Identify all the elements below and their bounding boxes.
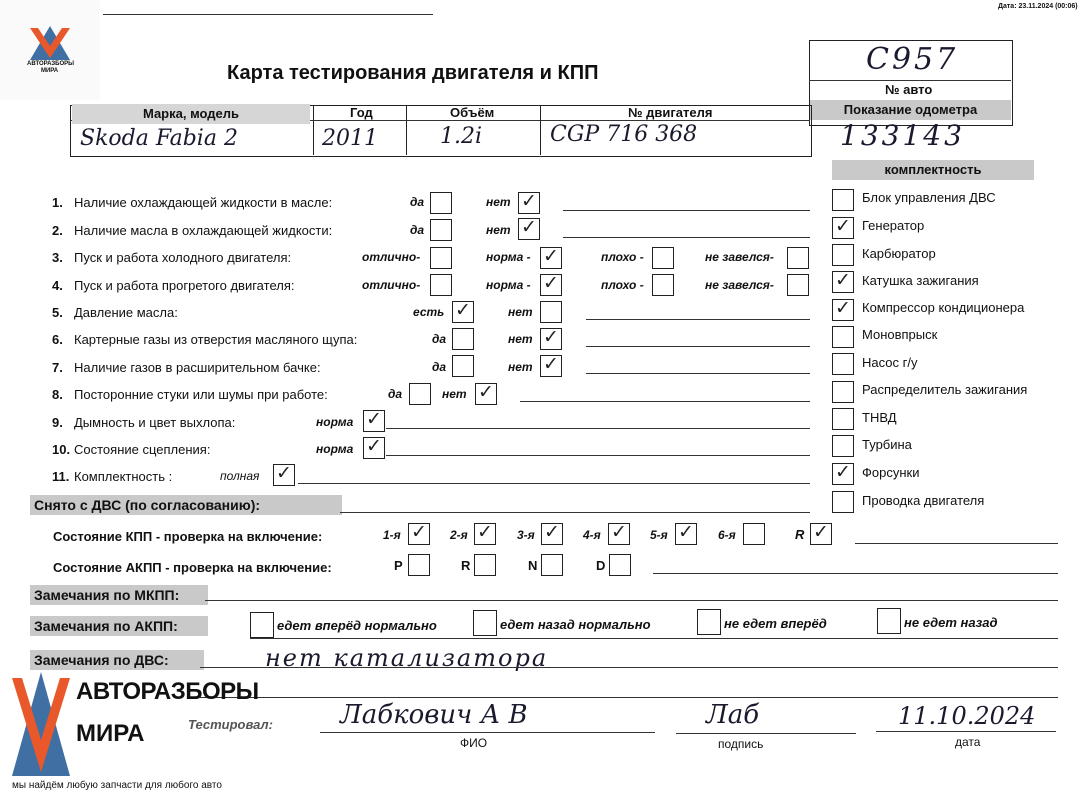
q6-opt1: да — [432, 332, 447, 346]
odometer-value: 133143 — [840, 119, 965, 152]
q2-opt2: нет — [486, 223, 511, 237]
q3-opt3: плохо - — [601, 250, 644, 264]
checkbox-injectors[interactable] — [832, 463, 854, 485]
kpp-gr-label: R — [795, 527, 805, 542]
kpp-label: Состояние КПП - проверка на включение: — [53, 529, 323, 544]
q5-no-checkbox[interactable] — [540, 301, 562, 323]
q4-opt2: норма - — [486, 278, 531, 292]
checkbox-ignition-coil[interactable] — [832, 271, 854, 293]
q11-num: 11. — [52, 469, 70, 484]
date-stamp: Дата: 23.11.2024 (00:06) — [998, 3, 1078, 10]
completeness-label: ТНВД — [862, 410, 897, 425]
akpp-no-reverse-checkbox[interactable] — [877, 608, 901, 634]
akpp-p-label: P — [394, 558, 403, 573]
q5-text: Давление масла: — [74, 305, 178, 320]
akpp-r-checkbox[interactable] — [474, 554, 496, 576]
completeness-label: Проводка двигателя — [862, 493, 985, 508]
kpp-g3-label: 3-я — [517, 528, 535, 542]
checkbox-mono-injection[interactable] — [832, 326, 854, 348]
q4-no-start-checkbox[interactable] — [787, 274, 809, 296]
q11-text: Комплектность : — [74, 469, 173, 484]
kpp-gear2-checkbox[interactable] — [474, 523, 496, 545]
volume-value: 1.2i — [440, 124, 483, 149]
checkbox-engine-wiring[interactable] — [832, 491, 854, 513]
kpp-g2-label: 2-я — [450, 528, 468, 542]
q3-bad-checkbox[interactable] — [652, 247, 674, 269]
checkbox-generator[interactable] — [832, 217, 854, 239]
logo-bottom-mountain-icon — [10, 668, 72, 778]
q3-num: 3. — [52, 250, 63, 265]
logo-top — [0, 0, 100, 100]
kpp-gear1-checkbox[interactable] — [408, 523, 430, 545]
q7-yes-checkbox[interactable] — [452, 355, 474, 377]
q8-num: 8. — [52, 387, 63, 402]
q8-text: Посторонние стуки или шумы при работе: — [74, 387, 328, 402]
q2-text: Наличие масла в охлаждающей жидкости: — [74, 223, 333, 238]
q8-opt2: нет — [442, 387, 467, 401]
engine-label: № двигателя — [628, 105, 713, 120]
logo-bottom-line1: АВТОРАЗБОРЫ — [76, 678, 259, 705]
q8-yes-checkbox[interactable] — [409, 383, 431, 405]
q9-num: 9. — [52, 415, 63, 430]
akpp-no-reverse-label: не едет назад — [904, 615, 998, 630]
q4-normal-checkbox[interactable] — [540, 274, 562, 296]
checkbox-carburetor[interactable] — [832, 244, 854, 266]
q10-text: Состояние сцепления: — [74, 442, 211, 457]
top-line — [103, 14, 433, 15]
q3-opt2: норма - — [486, 250, 531, 264]
q4-opt1: отлично- — [362, 278, 421, 292]
completeness-label: Карбюратор — [862, 246, 936, 261]
akpp-reverse-ok-label: едет назад нормально — [500, 617, 651, 632]
q6-no-checkbox[interactable] — [540, 328, 562, 350]
q7-no-checkbox[interactable] — [540, 355, 562, 377]
akpp-n-label: N — [528, 558, 538, 573]
q5-opt1: есть — [413, 305, 445, 319]
akpp-d-checkbox[interactable] — [609, 554, 631, 576]
kpp-gear6-checkbox[interactable] — [743, 523, 765, 545]
akpp-forward-ok-label: едет вперёд нормально — [277, 618, 437, 633]
q9-opt1: норма — [316, 415, 354, 429]
fio-label: ФИО — [460, 736, 488, 750]
kpp-g4-label: 4-я — [583, 528, 601, 542]
completeness-label: Компрессор кондиционера — [862, 300, 1025, 315]
q1-opt1: да — [410, 195, 425, 209]
checkbox-tnvd[interactable] — [832, 408, 854, 430]
logo-top-line2: МИРА — [41, 68, 59, 74]
checkbox-ps-pump[interactable] — [832, 353, 854, 375]
remarks-mkpp-label: Замечания по МКПП: — [30, 585, 208, 605]
checkbox-distributor[interactable] — [832, 381, 854, 403]
kpp-reverse-checkbox[interactable] — [810, 523, 832, 545]
q1-opt2: нет — [486, 195, 511, 209]
q2-num: 2. — [52, 223, 63, 238]
tested-label: Тестировал: — [188, 717, 273, 732]
volume-label: Объём — [450, 105, 495, 120]
q1-num: 1. — [52, 195, 63, 210]
q8-opt1: да — [388, 387, 403, 401]
q10-num: 10. — [52, 442, 71, 457]
q4-opt3: плохо - — [601, 278, 644, 292]
signature: Лаб — [706, 700, 760, 730]
checkbox-turbine[interactable] — [832, 435, 854, 457]
q5-num: 5. — [52, 305, 63, 320]
q9-text: Дымность и цвет выхлопа: — [74, 415, 236, 430]
q3-no-start-checkbox[interactable] — [787, 247, 809, 269]
q11-opt1: полная — [220, 469, 260, 483]
kpp-g5-label: 5-я — [650, 528, 668, 542]
completeness-label: Форсунки — [862, 465, 920, 480]
completeness-label: Генератор — [862, 218, 925, 233]
kpp-g6-label: 6-я — [718, 528, 736, 542]
q6-yes-checkbox[interactable] — [452, 328, 474, 350]
car-number-label: № авто — [885, 82, 933, 97]
akpp-forward-ok-checkbox[interactable] — [250, 612, 274, 638]
q5-yes-checkbox[interactable] — [452, 301, 474, 323]
checkbox-engine-ecu[interactable] — [832, 189, 854, 211]
test-date: 11.10.2024 — [898, 702, 1036, 730]
akpp-d-label: D — [596, 558, 606, 573]
remarks-akpp-label: Замечания по АКПП: — [30, 616, 208, 636]
q6-opt2: нет — [508, 332, 533, 346]
kpp-g1-label: 1-я — [383, 528, 401, 542]
page-title: Карта тестирования двигателя и КПП — [227, 62, 599, 84]
q7-text: Наличие газов в расширительном бачке: — [74, 360, 321, 375]
model-label: Марка, модель — [72, 104, 310, 124]
q8-no-checkbox[interactable] — [475, 383, 497, 405]
q1-yes-checkbox[interactable] — [430, 192, 452, 214]
q7-opt1: да — [432, 360, 447, 374]
checkbox-ac-compressor[interactable] — [832, 299, 854, 321]
q4-bad-checkbox[interactable] — [652, 274, 674, 296]
completeness-label: Насос г/у — [862, 355, 918, 370]
q10-opt1: норма — [316, 442, 354, 456]
q2-opt1: да — [410, 223, 425, 237]
q4-excellent-checkbox[interactable] — [430, 274, 452, 296]
q3-opt4: не завелся- — [705, 250, 774, 264]
completeness-title: комплектность — [832, 160, 1034, 180]
engine-value: CGP 716 368 — [550, 122, 698, 147]
completeness-label: Распределитель зажигания — [862, 382, 1028, 397]
completeness-label: Катушка зажигания — [862, 273, 979, 288]
odometer-label: Показание одометра — [810, 100, 1011, 120]
signature-label: подпись — [718, 737, 764, 751]
logo-mountain-icon — [26, 22, 74, 62]
model-value: Skoda Fabia 2 — [80, 126, 238, 151]
kpp-gear4-checkbox[interactable] — [608, 523, 630, 545]
q3-opt1: отлично- — [362, 250, 421, 264]
q3-text: Пуск и работа холодного двигателя: — [74, 250, 292, 265]
completeness-label: Турбина — [862, 437, 912, 452]
logo-top-line1: АВТОРАЗБОРЫ — [27, 61, 75, 67]
completeness-label: Моновпрыск — [862, 327, 938, 342]
kpp-gear3-checkbox[interactable] — [541, 523, 563, 545]
akpp-no-forward-label: не едет вперёд — [724, 616, 827, 631]
q2-no-checkbox[interactable] — [518, 218, 540, 240]
year-label: Год — [350, 105, 373, 120]
tester-name: Лабкович А В — [340, 700, 528, 730]
q4-text: Пуск и работа прогретого двигателя: — [74, 278, 295, 293]
remarks-dvs-label: Замечания по ДВС: — [30, 650, 204, 670]
q1-text: Наличие охлаждающей жидкости в масле: — [74, 195, 333, 210]
car-number-value: C957 — [866, 42, 959, 77]
q11-full-checkbox[interactable] — [273, 464, 295, 486]
q7-opt2: нет — [508, 360, 533, 374]
akpp-no-forward-checkbox[interactable] — [697, 609, 721, 635]
akpp-n-checkbox[interactable] — [541, 554, 563, 576]
q1-no-checkbox[interactable] — [518, 192, 540, 214]
q7-num: 7. — [52, 360, 63, 375]
year-value: 2011 — [322, 126, 378, 151]
q2-yes-checkbox[interactable] — [430, 219, 452, 241]
q6-text: Картерные газы из отверстия масляного щупа: — [74, 332, 358, 347]
akpp-r-label: R — [461, 558, 471, 573]
akpp-label: Состояние АКПП - проверка на включение: — [53, 560, 332, 575]
akpp-p-checkbox[interactable] — [408, 554, 430, 576]
q6-num: 6. — [52, 332, 63, 347]
logo-bottom-line2: МИРА — [76, 720, 145, 747]
completeness-label: Блок управления ДВС — [862, 190, 996, 205]
date-label: дата — [955, 735, 981, 749]
logo-slogan: мы найдём любую запчасти для любого авто — [12, 780, 222, 791]
remarks-dvs-value: нет катализатора — [265, 644, 549, 672]
q9-normal-checkbox[interactable] — [363, 410, 385, 432]
removed-label: Снято с ДВС (по согласованию): — [30, 495, 342, 515]
q3-normal-checkbox[interactable] — [540, 247, 562, 269]
q5-opt2: нет — [508, 305, 533, 319]
q10-normal-checkbox[interactable] — [363, 437, 385, 459]
akpp-reverse-ok-checkbox[interactable] — [473, 610, 497, 636]
q3-excellent-checkbox[interactable] — [430, 247, 452, 269]
kpp-gear5-checkbox[interactable] — [675, 523, 697, 545]
q4-opt4: не завелся- — [705, 278, 774, 292]
q4-num: 4. — [52, 278, 63, 293]
